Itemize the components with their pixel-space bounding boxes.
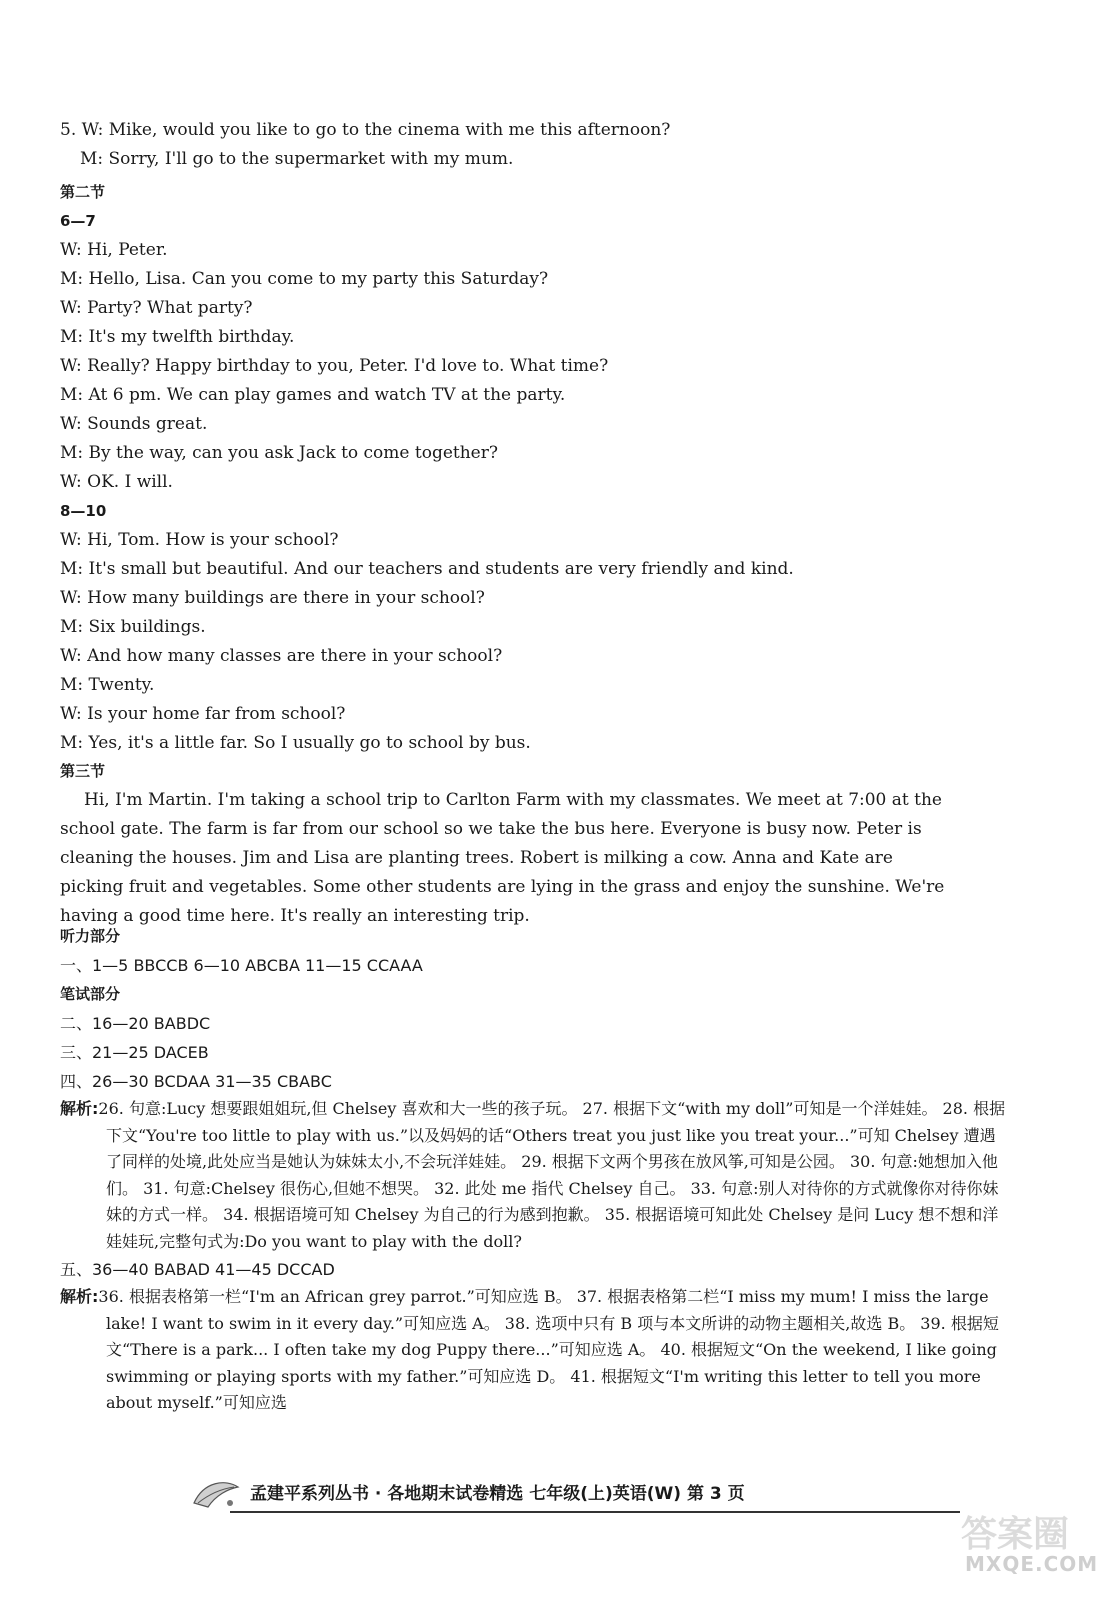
listening-answers: 一、1—5 BBCCB 6—10 ABCBA 11—15 CCAAA <box>60 956 423 975</box>
answers-part-5: 五、36—40 BABAD 41—45 DCCAD <box>60 1260 335 1279</box>
dialog-line: W: How many buildings are there in your school? <box>60 588 485 608</box>
watermark-logo: 答案圈 <box>961 1514 1070 1555</box>
footer-text: 孟建平系列丛书 · 各地期末试卷精选 七年级(上)英语(W) 第 3 页 <box>250 1484 745 1504</box>
explanation-5-text: 36. 根据表格第一栏“I'm an African grey parrot.”可知应选 B。 37. 根据表格第二栏“I miss my mum! I miss the large lake! I want to swim in it every day.”可知应选 A。 38. 选项中只有 B 项与本文所讲的动物主题相关,故选 B。 39. 根据短文“There is a park... I often take my dog Puppy there...”可知应选 A。 40. 根据短文“On the weekend, I like going swimming or playing sports with my father.”可知应选 D。 41. 根据短文“I'm writing this letter to tell you more about myself.”可知应选 <box>98 1287 999 1412</box>
dialogue-5-line-1: 5. W: Mike, would you like to go to the cinema with me this afternoon? <box>60 120 671 140</box>
watermark-url: MXQE.COM <box>965 1552 1099 1576</box>
dialog-line: W: Party? What party? <box>60 298 253 318</box>
dialog-line: W: Sounds great. <box>60 414 208 434</box>
dialog-6-7-range: 6—7 <box>60 212 96 230</box>
dialog-line: M: Yes, it's a little far. So I usually go to school by bus. <box>60 733 531 753</box>
watermark <box>951 1502 1099 1582</box>
dialog-line: M: Hello, Lisa. Can you come to my party this Saturday? <box>60 269 549 289</box>
section-3-passage: Hi, I'm Martin. I'm taking a school trip to Carlton Farm with my classmates. We meet at 7:00 at the school gate. The farm is far from our school so we take the bus here. Everyone is busy now. Peter is cleaning the houses. Jim and Lisa are planting trees. Robert is milking a cow. Anna and Kate are picking fruit and vegetables. Some other students are lying in the grass and enjoy the sunshine. We're having a good time here. It's really an interesting trip. <box>60 790 945 926</box>
explanation-4-text: 26. 句意:Lucy 想要跟姐姐玩,但 Chelsey 喜欢和大一些的孩子玩。 27. 根据下文“with my doll”可知是一个洋娃娃。 28. 根据下文“You're too little to play with us.”以及妈妈的话“Others treat you just like you treat your...”可知 Chelsey 遭遇了同样的处境,此处应当是她认为妹妹太小,不会玩洋娃娃。 29. 根据下文两个男孩在放风筝,可知是公园。 30. 句意:她想加入他们。 31. 句意:Chelsey 很伤心,但她不想哭。 32. 此处 me 指代 Chelsey 自己。 33. 句意:别人对待你的方式就像你对待你妹妹的方式一样。 34. 根据语境可知 Chelsey 为自己的行为感到抱歉。 35. 根据语境可知此处 Chelsey 是问 Lucy 想不想和洋娃娃玩,完整句式为:Do you want to play with the doll? <box>98 1099 1006 1251</box>
dialog-8-10-lines <box>60 526 1060 758</box>
dialog-line: M: At 6 pm. We can play games and watch TV at the party. <box>60 385 566 405</box>
footer-divider <box>230 1511 960 1513</box>
dialog-line: M: It's small but beautiful. And our teachers and students are very friendly and kind. <box>60 559 794 579</box>
leaf-logo-icon <box>190 1473 242 1513</box>
dialog-line: W: Hi, Peter. <box>60 240 168 260</box>
section-3-title: 第三节 <box>60 762 106 780</box>
dialog-line: W: Really? Happy birthday to you, Peter. I'd love to. What time? <box>60 356 609 376</box>
answer-key <box>60 922 1060 1417</box>
written-heading: 笔试部分 <box>60 985 121 1003</box>
dialog-line: W: Is your home far from school? <box>60 704 346 724</box>
section-2-title: 第二节 <box>60 183 106 201</box>
dialog-line: M: It's my twelfth birthday. <box>60 327 295 347</box>
listening-heading: 听力部分 <box>60 927 121 945</box>
dialog-line: M: By the way, can you ask Jack to come together? <box>60 443 498 463</box>
explanation-part-4 <box>60 1096 1006 1255</box>
page-footer <box>190 1473 950 1513</box>
explanation-part-5 <box>60 1284 1006 1417</box>
dialogue-5 <box>60 116 1060 174</box>
explanation-4-tag: 解析: <box>60 1099 99 1118</box>
explanation-5-tag: 解析: <box>60 1287 99 1306</box>
dialog-line: M: Six buildings. <box>60 617 206 637</box>
section-3 <box>60 757 1060 931</box>
dialog-line: W: And how many classes are there in your school? <box>60 646 503 666</box>
answers-part-2: 二、16—20 BABDC <box>60 1014 211 1033</box>
answers-part-4: 四、26—30 BCDAA 31—35 CBABC <box>60 1072 332 1091</box>
dialog-line: M: Twenty. <box>60 675 155 695</box>
dialog-8-10-range: 8—10 <box>60 502 107 520</box>
dialog-line: W: Hi, Tom. How is your school? <box>60 530 339 550</box>
dialogue-5-line-2: M: Sorry, I'll go to the supermarket with my mum. <box>80 149 514 169</box>
section-2 <box>60 178 1060 758</box>
dialog-6-7-lines <box>60 236 1060 497</box>
dialog-line: W: OK. I will. <box>60 472 173 492</box>
answers-part-3: 三、21—25 DACEB <box>60 1043 209 1062</box>
